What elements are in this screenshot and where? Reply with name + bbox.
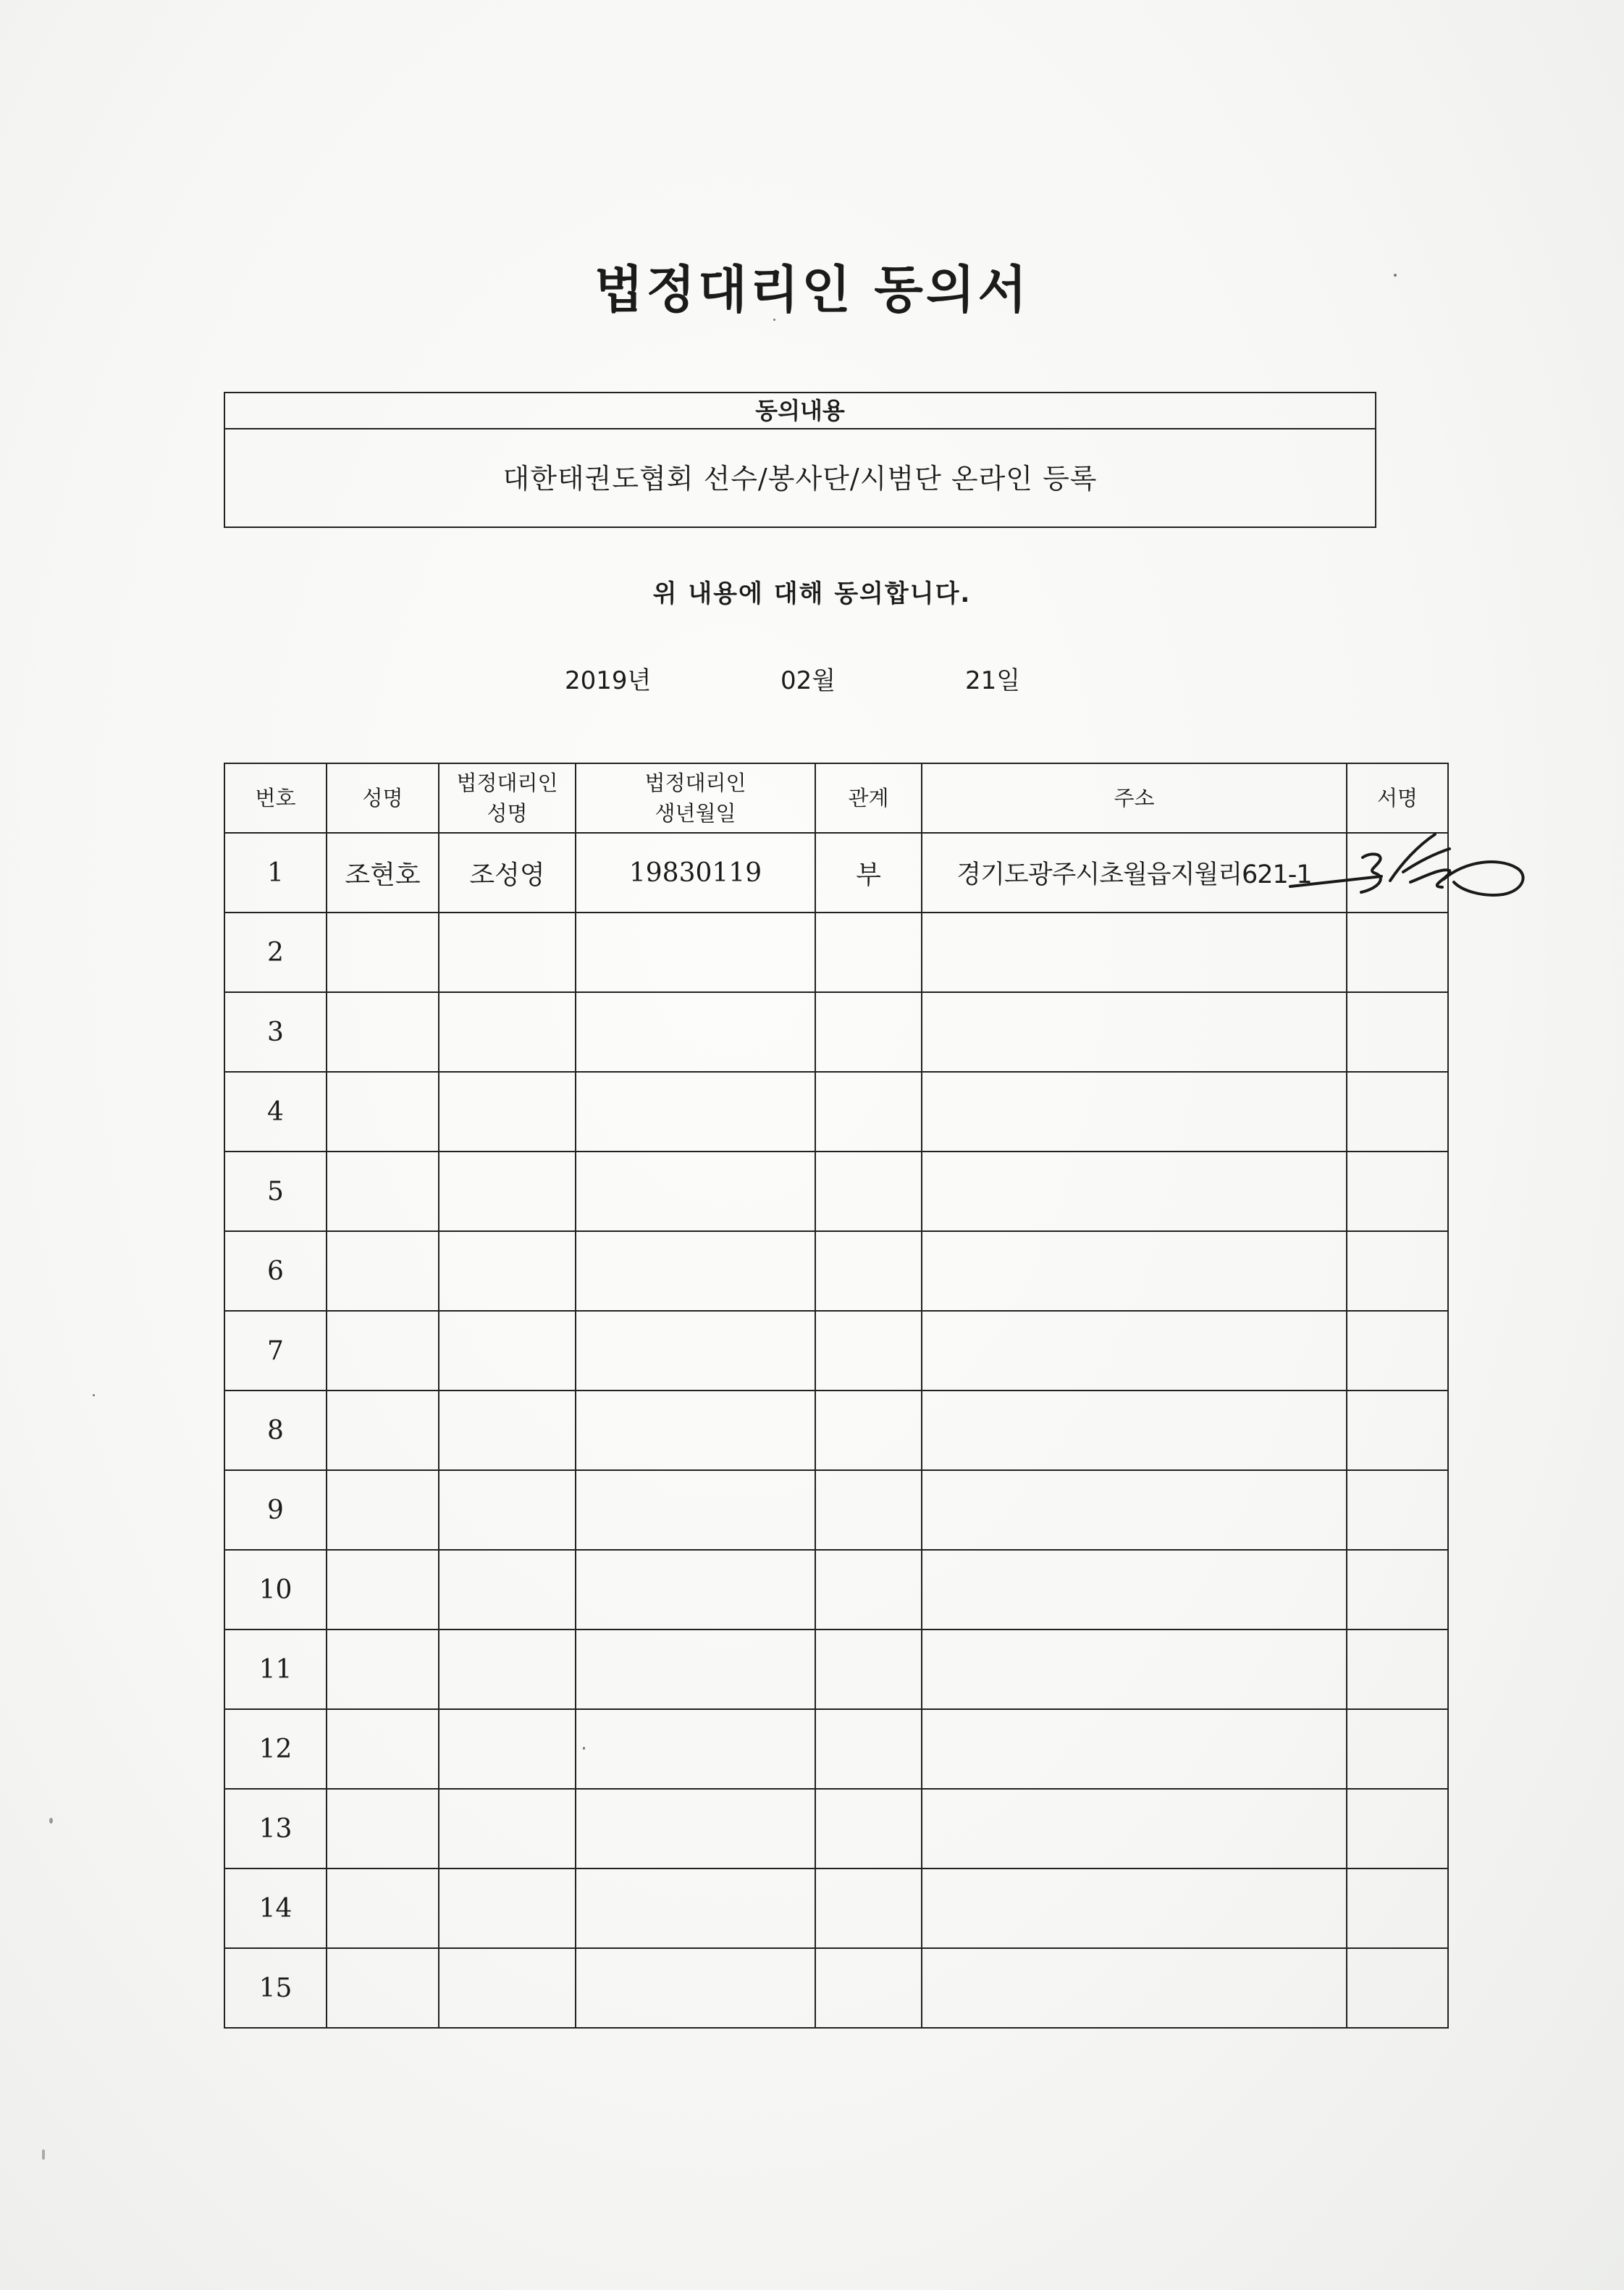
cell-no: 5 xyxy=(224,1152,327,1231)
table-row xyxy=(224,1391,1448,1470)
cell-name xyxy=(327,1152,439,1231)
cell-address xyxy=(922,1869,1347,1948)
table-row xyxy=(224,992,1448,1072)
cell-name xyxy=(327,1391,439,1470)
cell-no: 14 xyxy=(224,1869,327,1948)
cell-no: 10 xyxy=(224,1550,327,1630)
cell-no: 6 xyxy=(224,1231,327,1311)
cell-guardian-birth xyxy=(576,1550,815,1630)
handwritten-signature xyxy=(1282,813,1535,921)
consent-content: 대한태권도협회 선수/봉사단/시범단 온라인 등록 xyxy=(502,463,1098,495)
cell-guardian-name xyxy=(439,1789,576,1869)
cell-address xyxy=(922,1550,1347,1630)
cell-address xyxy=(922,1311,1347,1391)
cell-name xyxy=(327,1789,439,1869)
cell-signature xyxy=(1347,913,1448,992)
cell-signature xyxy=(1347,1948,1448,2028)
cell-guardian-name xyxy=(439,1391,576,1470)
cell-guardian-name xyxy=(439,1630,576,1709)
cell-name xyxy=(327,1072,439,1152)
consent-box xyxy=(224,392,1376,528)
table-row xyxy=(224,1869,1448,1948)
cell-name xyxy=(327,1869,439,1948)
header-guardian-name-line2: 성명 xyxy=(487,801,528,826)
cell-name xyxy=(327,913,439,992)
cell-name xyxy=(327,1311,439,1391)
cell-address xyxy=(922,1948,1347,2028)
cell-signature xyxy=(1347,1709,1448,1789)
cell-address xyxy=(922,1630,1347,1709)
cell-guardian-birth xyxy=(576,1152,815,1231)
cell-guardian-name xyxy=(439,1072,576,1152)
cell-relation xyxy=(815,1231,922,1311)
cell-guardian-birth xyxy=(576,1709,815,1789)
cell-guardian-birth: 19830119 xyxy=(576,833,815,913)
cell-relation xyxy=(815,1311,922,1391)
cell-address xyxy=(922,1391,1347,1470)
cell-address xyxy=(922,1709,1347,1789)
date-year: 2019년 xyxy=(565,666,652,695)
cell-name xyxy=(327,1470,439,1550)
cell-signature xyxy=(1347,1789,1448,1869)
cell-guardian-birth xyxy=(576,1630,815,1709)
header-relation: 관계 xyxy=(815,763,922,833)
cell-address xyxy=(922,1072,1347,1152)
cell-signature xyxy=(1347,1391,1448,1470)
cell-address xyxy=(922,1231,1347,1311)
header-name: 성명 xyxy=(327,763,439,833)
cell-signature xyxy=(1347,1311,1448,1391)
cell-no: 15 xyxy=(224,1948,327,2028)
cell-name xyxy=(327,1709,439,1789)
table-body xyxy=(224,833,1448,2028)
cell-signature xyxy=(1347,1152,1448,1231)
agree-statement: 위 내용에 대해 동의합니다. xyxy=(652,579,972,608)
cell-guardian-name xyxy=(439,1470,576,1550)
cell-address xyxy=(922,992,1347,1072)
table-header-row xyxy=(224,763,1448,833)
cell-guardian-birth xyxy=(576,1470,815,1550)
cell-guardian-birth xyxy=(576,1231,815,1311)
cell-relation xyxy=(815,1072,922,1152)
cell-no: 4 xyxy=(224,1072,327,1152)
cell-guardian-name xyxy=(439,1311,576,1391)
cell-relation xyxy=(815,1789,922,1869)
header-guardian-birth-line1: 법정대리인 xyxy=(644,771,746,795)
cell-guardian-birth xyxy=(576,1869,815,1948)
cell-relation: 부 xyxy=(815,833,922,913)
cell-guardian-birth xyxy=(576,1789,815,1869)
date-day: 21일 xyxy=(965,666,1021,695)
cell-guardian-birth xyxy=(576,1072,815,1152)
consent-header: 동의내용 xyxy=(225,393,1375,429)
cell-guardian-birth xyxy=(576,1391,815,1470)
header-address: 주소 xyxy=(922,763,1347,833)
cell-relation xyxy=(815,992,922,1072)
table-row xyxy=(224,1948,1448,2028)
table-row xyxy=(224,1550,1448,1630)
cell-name xyxy=(327,1630,439,1709)
header-guardian-birth xyxy=(576,763,815,833)
cell-no: 2 xyxy=(224,913,327,992)
header-guardian-name-line1: 법정대리인 xyxy=(456,771,558,795)
cell-guardian-name xyxy=(439,1550,576,1630)
cell-guardian-name xyxy=(439,913,576,992)
table-row xyxy=(224,1152,1448,1231)
cell-signature xyxy=(1347,1072,1448,1152)
cell-name xyxy=(327,1948,439,2028)
table-row xyxy=(224,913,1448,992)
table-row xyxy=(224,1470,1448,1550)
cell-guardian-birth xyxy=(576,1948,815,2028)
cell-guardian-name xyxy=(439,1231,576,1311)
cell-relation xyxy=(815,1630,922,1709)
cell-no: 1 xyxy=(224,833,327,913)
cell-name: 조현호 xyxy=(327,833,439,913)
cell-no: 9 xyxy=(224,1470,327,1550)
cell-no: 11 xyxy=(224,1630,327,1709)
cell-address xyxy=(922,913,1347,992)
cell-guardian-name xyxy=(439,992,576,1072)
cell-name xyxy=(327,1231,439,1311)
guardian-table xyxy=(224,763,1449,2029)
cell-signature xyxy=(1347,1550,1448,1630)
cell-guardian-name: 조성영 xyxy=(439,833,576,913)
cell-guardian-birth xyxy=(576,1311,815,1391)
cell-relation xyxy=(815,913,922,992)
table-row xyxy=(224,1630,1448,1709)
cell-guardian-name xyxy=(439,1948,576,2028)
cell-name xyxy=(327,992,439,1072)
document-title: 법정대리인 동의서 xyxy=(594,259,1030,319)
table-row xyxy=(224,1709,1448,1789)
cell-guardian-birth xyxy=(576,913,815,992)
header-guardian-birth-line2: 생년월일 xyxy=(655,801,736,826)
cell-relation xyxy=(815,1470,922,1550)
cell-no: 12 xyxy=(224,1709,327,1789)
cell-address xyxy=(922,1470,1347,1550)
date-month: 02월 xyxy=(781,666,836,695)
table-row xyxy=(224,833,1448,913)
cell-guardian-name xyxy=(439,1869,576,1948)
cell-address xyxy=(922,1152,1347,1231)
cell-guardian-birth xyxy=(576,992,815,1072)
cell-no: 7 xyxy=(224,1311,327,1391)
header-no: 번호 xyxy=(224,763,327,833)
cell-no: 13 xyxy=(224,1789,327,1869)
cell-signature xyxy=(1347,1470,1448,1550)
table-row xyxy=(224,1311,1448,1391)
cell-relation xyxy=(815,1869,922,1948)
cell-no: 8 xyxy=(224,1391,327,1470)
cell-signature xyxy=(1347,1630,1448,1709)
cell-relation xyxy=(815,1948,922,2028)
cell-name xyxy=(327,1550,439,1630)
cell-relation xyxy=(815,1391,922,1470)
cell-relation xyxy=(815,1550,922,1630)
cell-relation xyxy=(815,1152,922,1231)
cell-address xyxy=(922,1789,1347,1869)
cell-relation xyxy=(815,1709,922,1789)
table-row xyxy=(224,1231,1448,1311)
header-guardian-name xyxy=(439,763,576,833)
cell-guardian-name xyxy=(439,1709,576,1789)
cell-signature xyxy=(1347,1231,1448,1311)
cell-address: 경기도광주시초월읍지월리621-1 xyxy=(922,833,1347,913)
cell-signature xyxy=(1347,992,1448,1072)
table-row xyxy=(224,1789,1448,1869)
table-row xyxy=(224,1072,1448,1152)
cell-no: 3 xyxy=(224,992,327,1072)
header-signature: 서명 xyxy=(1347,763,1448,833)
cell-signature xyxy=(1347,1869,1448,1948)
cell-guardian-name xyxy=(439,1152,576,1231)
